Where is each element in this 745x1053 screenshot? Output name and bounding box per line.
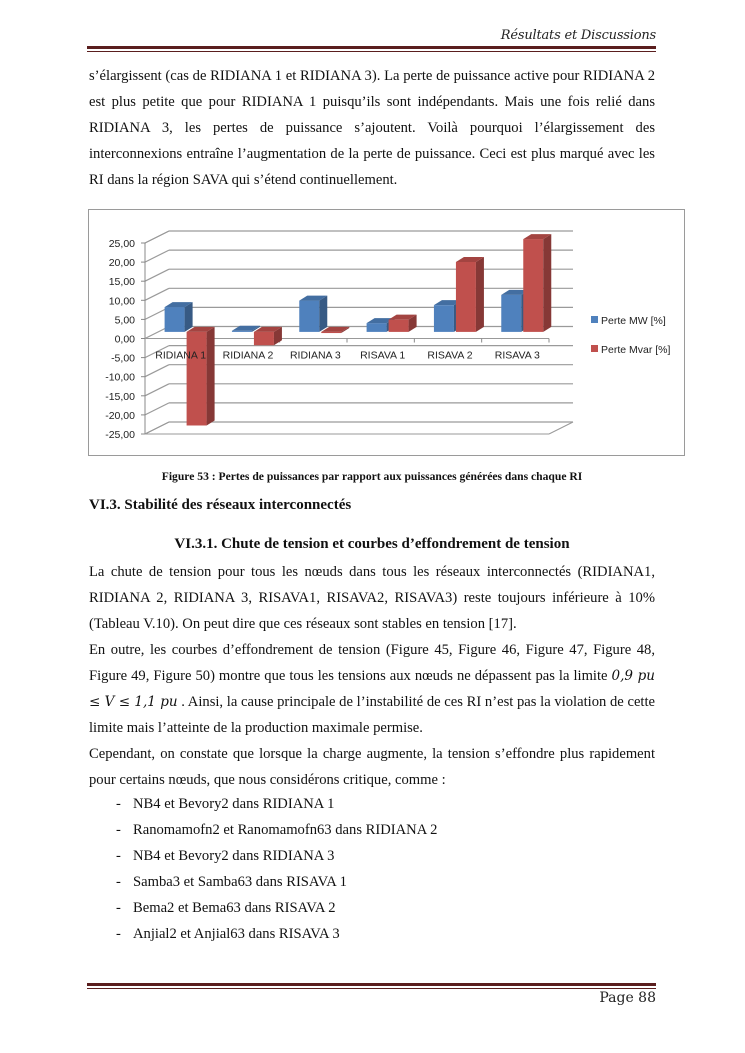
paragraph-critical-nodes: Cependant, on constate que lorsque la charge augmente, la tension s’effondre plus rapidement pour certains nœuds, que nous considérons critique, comme : — [89, 746, 655, 788]
paragraph-collapse-curves: En outre, les courbes d’effondrement de tension (Figure 45, Figure 46, Figure 47, Figure 48, Figure 49, Figure 50) montre que tous les tensions aux nœuds ne dépassent pas la limite 0,9 pu ≤ V ≤ 1,1 pu . Ainsi, la cause principale de l’instabilité de ces RI n’est pas la violation de cette limite mais l’atteinte de la production maximale permise. — [89, 642, 656, 736]
header-title: Résultats et Discussions — [500, 28, 656, 43]
svg-text:10,00: 10,00 — [108, 295, 135, 308]
svg-text:-20,00: -20,00 — [105, 409, 135, 422]
figure-caption: Figure 53 : Pertes de puissances par rapport aux puissances générées dans chaque RI — [161, 470, 583, 483]
svg-text:25,00: 25,00 — [108, 238, 135, 250]
svg-text:-5,00: -5,00 — [111, 352, 135, 365]
svg-text:20,00: 20,00 — [108, 257, 135, 270]
page-number: Page 88 — [599, 990, 656, 1006]
subsection-heading: VI.3.1. Chute de tension et courbes d’effondrement de tension — [174, 536, 570, 552]
svg-text:-10,00: -10,00 — [105, 371, 135, 384]
bar-chart — [88, 209, 685, 456]
section-heading: VI.3. Stabilité des réseaux interconnectés — [89, 497, 352, 513]
body-text — [89, 559, 655, 793]
svg-text:-25,00: -25,00 — [105, 429, 135, 441]
svg-text:-15,00: -15,00 — [105, 390, 135, 403]
svg-text:RIDIANA 1: RIDIANA 1 — [155, 349, 207, 362]
list-item: - Ranomamofn2 et Ranomamofn63 dans RIDIANA 2 — [116, 822, 438, 838]
list-item: - Anjial2 et Anjial63 dans RISAVA 3 — [116, 926, 340, 942]
svg-text:Perte MW [%]: Perte MW [%] — [601, 315, 666, 327]
svg-text:RISAVA 2: RISAVA 2 — [427, 349, 473, 362]
critical-nodes-list — [89, 794, 437, 950]
svg-text:0,00: 0,00 — [114, 333, 135, 346]
voltage-limit-formula: 0,9 pu ≤ V ≤ 1,1 pu — [89, 668, 655, 710]
svg-text:Perte Mvar [%]: Perte Mvar [%] — [601, 344, 671, 356]
svg-text:15,00: 15,00 — [108, 276, 135, 289]
paragraph-voltage-drop: La chute de tension pour tous les nœuds dans tous les réseaux interconnectés (RIDIANA1, RIDIANA 2, RIDIANA 3, RISAVA1, RISAVA2, RISAVA3) reste toujours inférieure à 10% (Tableau V.10). On peut dire que ces réseaux sont stables en tension [17]. — [89, 564, 655, 632]
list-item: - Bema2 et Bema63 dans RISAVA 2 — [116, 900, 336, 916]
svg-text:5,00: 5,00 — [114, 314, 135, 327]
header-rule — [87, 46, 656, 52]
svg-text:RIDIANA 3: RIDIANA 3 — [289, 349, 341, 362]
svg-text:RISAVA 1: RISAVA 1 — [360, 349, 406, 362]
footer-rule — [87, 983, 656, 989]
list-item: - NB4 et Bevory2 dans RIDIANA 1 — [116, 796, 335, 812]
svg-text:RIDIANA 2: RIDIANA 2 — [222, 349, 274, 362]
intro-paragraph: s’élargissent (cas de RIDIANA 1 et RIDIANA 3). La perte de puissance active pour RIDIANA 2 est plus petite que pour RIDIANA 1 puisqu’ils sont indépendants. Mais une fois relié dans RIDIANA 3, les pertes de puissance s’ajoutent. Voilà pourquoi l’élargissement des interconnexions entraîne l’augmentation de la perte de puissance. Ceci est plus marqué avec les RI dans la région SAVA qui s’étend continuellement. — [89, 68, 655, 188]
chart-canvas — [89, 210, 684, 455]
svg-text:RISAVA 3: RISAVA 3 — [494, 349, 540, 362]
list-item: - Samba3 et Samba63 dans RISAVA 1 — [116, 874, 347, 890]
list-item: - NB4 et Bevory2 dans RIDIANA 3 — [116, 848, 335, 864]
